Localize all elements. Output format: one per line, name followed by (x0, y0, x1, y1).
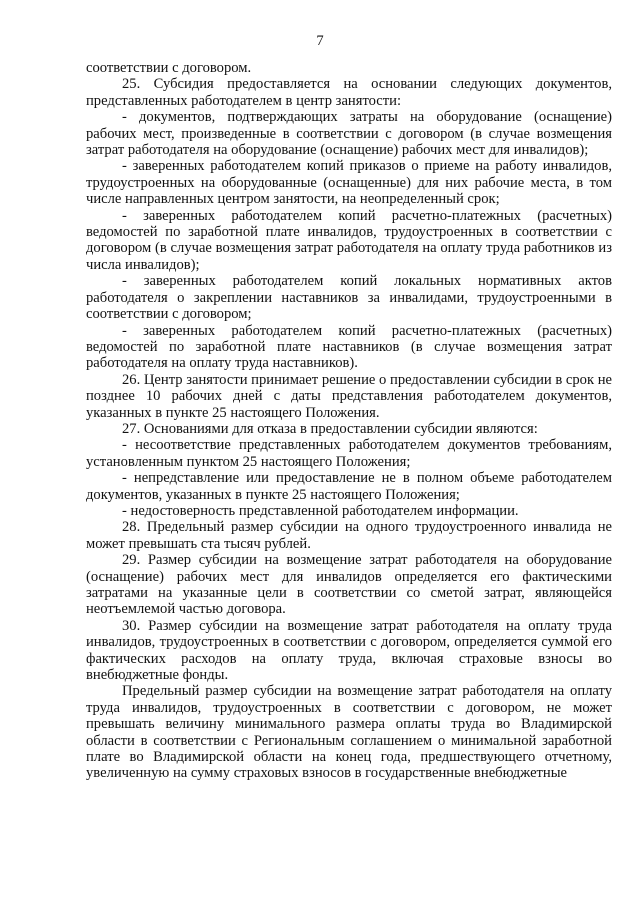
clause-27-item-1: - несоответствие представленных работодателем документов требованиям, установленным пунктом 25 настоящего Положения; (86, 437, 612, 470)
clause-25-item-3: - заверенных работодателем копий расчетно-платежных (расчетных) ведомостей по заработной плате инвалидов, трудоустроенных в соответствии с договором (в случае возмещения затрат работодателя на оплату труда работников из числа инвалидов); (86, 207, 612, 273)
page-number: 7 (316, 33, 324, 49)
clause-27-item-2: - непредставление или предоставление не в полном объеме работодателем документов, указанных в пункте 25 настоящего Положения; (86, 470, 612, 503)
clause-25-item-4: - заверенных работодателем копий локальных нормативных актов работодателя о закреплении наставников за инвалидами, трудоустроенными в соответствии с договором; (86, 273, 612, 323)
clause-30: 30. Размер субсидии на возмещение затрат работодателя на оплату труда инвалидов, трудоустроенных в соответствии с договором, определяется суммой его фактических расходов на оплату труда, включая страховые взносы во внебюджетные фонды. (86, 617, 612, 684)
document-body (86, 60, 612, 782)
paragraph-continuation: соответствии с договором. (86, 60, 252, 76)
clause-27-item-3: - недостоверность представленной работодателем информации. (122, 502, 519, 519)
clause-30-limit: Предельный размер субсидии на возмещение затрат работодателя на оплату труда инвалидов, трудоустроенных в соответствии с договором, не может превышать величину минимального размера оплаты труда во Владимирской области в соответствии с Региональным соглашением о минимальной заработной плате во Владимирской области на конец года, предшествующего отчетному, увеличенную на сумму страховых взносов в государственные внебюджетные (86, 683, 612, 782)
clause-28: 28. Предельный размер субсидии на одного трудоустроенного инвалида не может превышать ста тысяч рублей. (86, 519, 612, 552)
clause-25-item-2: - заверенных работодателем копий приказов о приеме на работу инвалидов, трудоустроенных на оборудованные (оснащенные) для них рабочие места, в том числе направленных центром занятости, на неопределенный срок; (86, 158, 612, 208)
clause-25-item-1: - документов, подтверждающих затраты на оборудование (оснащение) рабочих мест, произведенные в соответствии с договором (в случае возмещения затрат работодателя на оборудование (оснащение) рабочих мест для инвалидов); (86, 109, 612, 159)
clause-27: 27. Основаниями для отказа в предоставлении субсидии являются: (122, 420, 538, 437)
clause-25-item-5: - заверенных работодателем копий расчетно-платежных (расчетных) ведомостей по заработной плате наставников (в случае возмещения затрат работодателя на оплату труда наставников). (86, 322, 612, 372)
clause-29: 29. Размер субсидии на возмещение затрат работодателя на оборудование (оснащение) рабочих мест для инвалидов определяется его фактическими затратами на указанные цели в соответствии со сметой затрат, являющейся неотъемлемой частью договора. (86, 552, 612, 618)
clause-26: 26. Центр занятости принимает решение о предоставлении субсидии в срок не позднее 10 рабочих дней с даты представления работодателем документов, указанных в пункте 25 настоящего Положения. (86, 371, 612, 421)
clause-25: 25. Субсидия предоставляется на основании следующих документов, представленных работодателем в центр занятости: (86, 76, 612, 109)
